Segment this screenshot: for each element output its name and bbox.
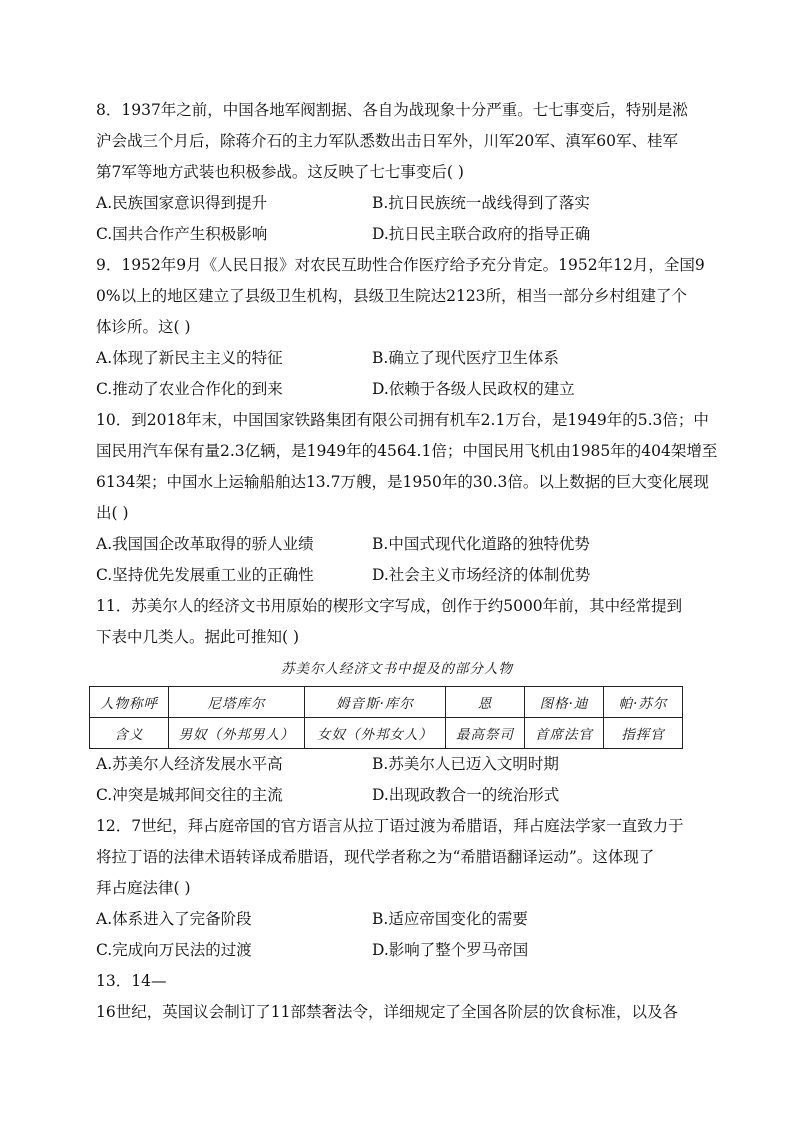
table-cell: 帕·苏尔 [604, 687, 683, 718]
q11-stem-line-2: 下表中几类人。据此可推知( ) [96, 628, 300, 646]
table-cell: 含义 [90, 718, 169, 749]
table-cell: 恩 [446, 687, 525, 718]
q10-stem-line-3: 6134架；中国水上运输船舶达13.7万艘，是1950年的30.3倍。以上数据的巨大变化展现 [96, 473, 709, 491]
q11-option-a: A.苏美尔人经济发展水平高 [96, 755, 283, 773]
q11-option-b: B.苏美尔人已迈入文明时期 [372, 755, 559, 773]
q12-option-d: D.影响了整个罗马帝国 [372, 941, 529, 959]
q13-stem-line-1: 13．14— [96, 972, 167, 990]
q12-option-c: C.完成向万民法的过渡 [96, 941, 252, 959]
q12-stem-line-1: 12．7世纪，拜占庭帝国的官方语言从拉丁语过渡为希腊语，拜占庭法学家一直致力于 [96, 817, 684, 835]
q13-stem-line-2: 16世纪，英国议会制订了11部禁奢法令，详细规定了全国各阶层的饮食标准，以及各 [96, 1003, 678, 1021]
q9-stem-line-1: 9．1952年9月《人民日报》对农民互助性合作医疗给予充分肯定。1952年12月，全国9 [96, 256, 705, 274]
q9-option-b: B.确立了现代医疗卫生体系 [372, 349, 559, 367]
q8-stem-line-2: 沪会战三个月后，除蒋介石的主力军队悉数出击日军外，川军20军、滇军60军、桂军 [96, 132, 678, 150]
table-cell: 图格·迪 [525, 687, 604, 718]
table-row [90, 718, 683, 749]
q10-stem-line-2: 国民用汽车保有量2.3亿辆，是1949年的4564.1倍；中国民用飞机由1985年的404架增至 [96, 442, 718, 460]
q10-option-a: A.我国国企改革取得的骄人业绩 [96, 535, 314, 553]
q9-option-c: C.推动了农业合作化的到来 [96, 380, 283, 398]
table-cell: 指挥官 [604, 718, 683, 749]
q9-option-d: D.依赖于各级人民政权的建立 [372, 380, 575, 398]
q8-option-d: D.抗日民主联合政府的指导正确 [372, 225, 591, 243]
q11-option-d: D.出现政教合一的统治形式 [372, 786, 560, 804]
q9-option-a: A.体现了新民主主义的特征 [96, 349, 283, 367]
q12-stem-line-2: 将拉丁语的法律术语转译成希腊语，现代学者称之为“希腊语翻译运动”。这体现了 [96, 848, 655, 866]
table-cell: 男奴（外邦男人） [169, 718, 305, 749]
q9-stem-line-3: 体诊所。这( ) [96, 318, 191, 336]
q8-option-b: B.抗日民族统一战线得到了落实 [372, 194, 590, 212]
table-cell: 最高祭司 [446, 718, 525, 749]
q10-stem-line-1: 10．到2018年末，中国国家铁路集团有限公司拥有机车2.1万台，是1949年的5.3倍；中 [96, 411, 709, 429]
table-cell: 人物称呼 [90, 687, 169, 718]
table-cell: 姆音斯·库尔 [305, 687, 446, 718]
q10-option-b: B.中国式现代化道路的独特优势 [372, 535, 590, 553]
q8-option-a: A.民族国家意识得到提升 [96, 194, 268, 212]
q11-stem-line-1: 11．苏美尔人的经济文书用原始的楔形文字写成，创作于约5000年前，其中经常提到 [96, 597, 683, 615]
sumerian-people-table [89, 686, 683, 749]
table-caption: 苏美尔人经济文书中提及的部分人物 [281, 661, 513, 677]
table-cell: 首席法官 [525, 718, 604, 749]
q12-option-b: B.适应帝国变化的需要 [372, 910, 528, 928]
q9-stem-line-2: 0%以上的地区建立了县级卫生机构，县级卫生院达2123所，相当一部分乡村组建了个 [96, 287, 688, 305]
q11-option-c: C.冲突是城邦间交往的主流 [96, 786, 283, 804]
table-cell: 尼塔库尔 [169, 687, 305, 718]
q8-stem-line-1: 8．1937年之前，中国各地军阀割据、各自为战现象十分严重。七七事变后，特别是淞 [96, 101, 688, 119]
q10-option-c: C.坚持优先发展重工业的正确性 [96, 566, 314, 584]
q8-stem-line-3: 第7军等地方武装也积极参战。这反映了七七事变后( ) [96, 163, 464, 181]
q12-option-a: A.体系进入了完备阶段 [96, 910, 252, 928]
q10-stem-line-4: 出( ) [96, 504, 129, 522]
q8-option-c: C.国共合作产生积极影响 [96, 225, 268, 243]
q10-option-d: D.社会主义市场经济的体制优势 [372, 566, 591, 584]
table-row [90, 687, 683, 718]
table-cell: 女奴（外邦女人） [305, 718, 446, 749]
q12-stem-line-3: 拜占庭法律( ) [96, 879, 191, 897]
